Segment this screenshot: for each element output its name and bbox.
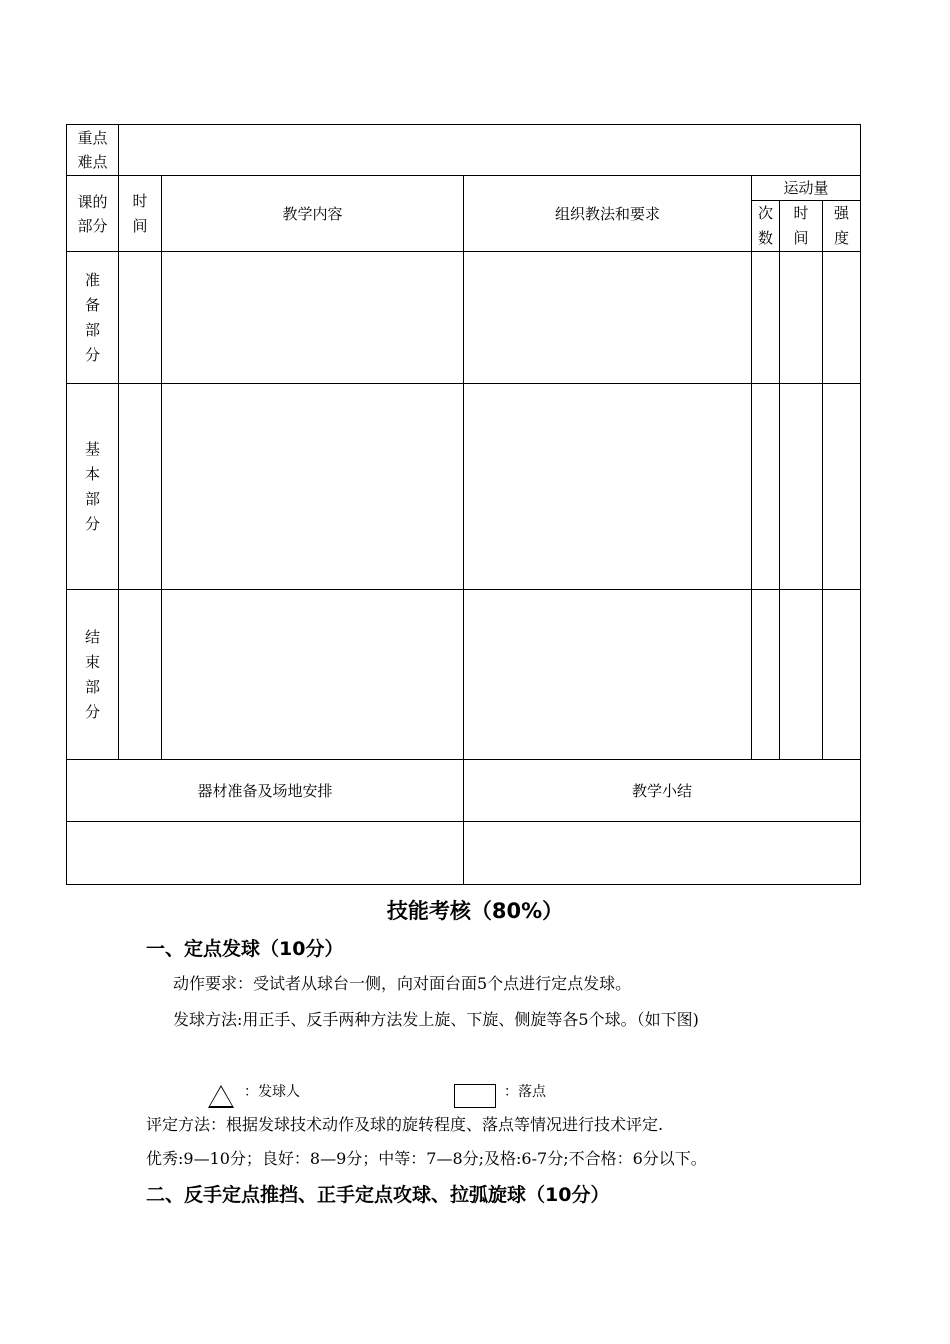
header-part: 课的部分 (67, 176, 119, 252)
prep-count-cell[interactable] (752, 252, 780, 384)
end-content-cell[interactable] (162, 590, 464, 760)
serve-method: 发球方法:用正手、反手两种方法发上旋、下旋、侧旋等各5个球。（如下图) (173, 1010, 699, 1029)
basic-intensity-cell[interactable] (823, 384, 861, 590)
key-points-label: 重点难点 (67, 125, 119, 176)
end-intensity-cell[interactable] (823, 590, 861, 760)
basic-method-cell[interactable] (464, 384, 752, 590)
end-method-cell[interactable] (464, 590, 752, 760)
header-method: 组织教法和要求 (464, 176, 752, 252)
assessment-title: 技能考核（80%） (386, 899, 564, 923)
prep-time-cell[interactable] (119, 252, 162, 384)
row-end-label: 结束部分 (67, 590, 119, 760)
key-points-cell[interactable] (119, 125, 861, 176)
end-time-cell[interactable] (119, 590, 162, 760)
legend-landing-point: ：落点 (504, 1084, 546, 1100)
prep-intensity-cell[interactable] (823, 252, 861, 384)
header-content: 教学内容 (162, 176, 464, 252)
prep-method-cell[interactable] (464, 252, 752, 384)
row-basic-label: 基本部分 (67, 384, 119, 590)
action-requirement: 动作要求：受试者从球台一侧，向对面台面5个点进行定点发球。 (173, 974, 632, 993)
legend-server: ：发球人 (244, 1084, 300, 1100)
header-time: 时间 (119, 176, 162, 252)
equipment-cell[interactable] (67, 822, 464, 885)
summary-header: 教学小结 (464, 760, 861, 822)
summary-cell[interactable] (464, 822, 861, 885)
basic-content-cell[interactable] (162, 384, 464, 590)
triangle-icon (208, 1085, 234, 1108)
grade-criteria: 优秀:9—10分；良好：8—9分；中等：7—8分;及格:6-7分;不合格：6分以下。 (146, 1149, 707, 1168)
prep-extime-cell[interactable] (780, 252, 823, 384)
basic-time-cell[interactable] (119, 384, 162, 590)
end-extime-cell[interactable] (780, 590, 823, 760)
rectangle-icon (454, 1084, 496, 1108)
header-count: 次数 (752, 201, 780, 252)
basic-count-cell[interactable] (752, 384, 780, 590)
lesson-plan-table (66, 124, 861, 885)
section-2-heading: 二、反手定点推挡、正手定点攻球、拉弧旋球（10分） (146, 1184, 610, 1206)
prep-content-cell[interactable] (162, 252, 464, 384)
end-count-cell[interactable] (752, 590, 780, 760)
equipment-header: 器材准备及场地安排 (67, 760, 464, 822)
basic-extime-cell[interactable] (780, 384, 823, 590)
section-1-heading: 一、定点发球（10分） (146, 938, 344, 960)
evaluation-method: 评定方法：根据发球技术动作及球的旋转程度、落点等情况进行技术评定. (146, 1115, 664, 1134)
row-prep-label: 准备部分 (67, 252, 119, 384)
header-intensity: 强度 (823, 201, 861, 252)
header-exercise-time: 时间 (780, 201, 823, 252)
header-exercise-amount: 运动量 (752, 176, 861, 201)
